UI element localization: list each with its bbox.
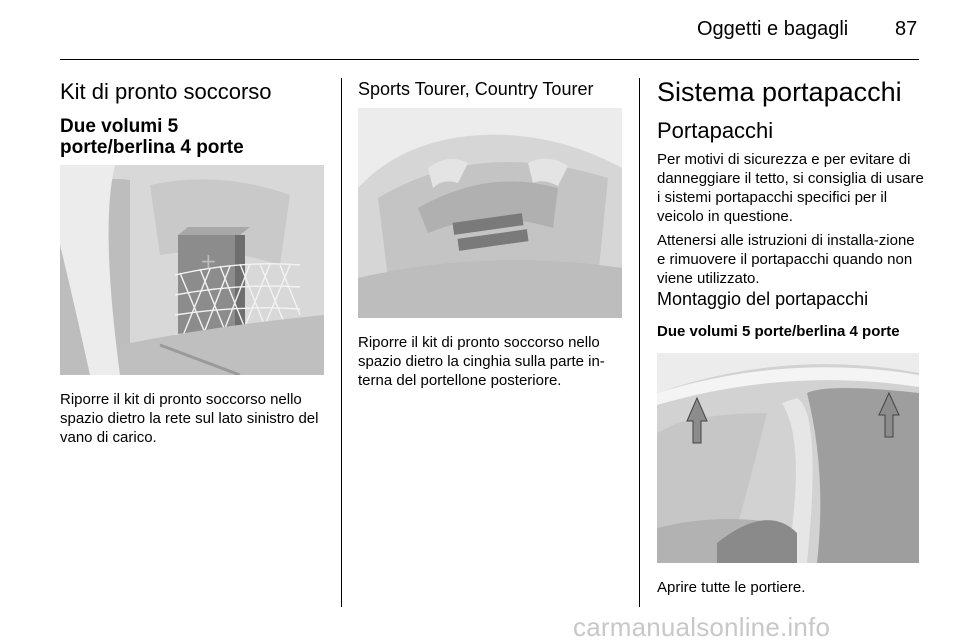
section-heading-roof-rack-system: Sistema portapacchi [657,77,902,107]
watermark: carmanualsonline.info [573,612,831,642]
illustration-roof-mounting-points [657,353,919,563]
column-divider-1 [341,78,342,607]
section-heading-mounting: Montaggio del portapacchi [657,289,869,309]
caption-open-doors: Aprire tutte le portiere. [657,579,806,596]
paragraph-safety: Per motivi di sicurezza e per evitare di danneggiare il tetto, si consiglia di usare i sistemi portapacchi specifici per il veicolo in questione. [657,151,924,225]
caption-tailgate-strap: Riporre il kit di pronto soccorso nello spazio dietro la cinghia sulla parte in-terna del portellone posteriore. [358,334,605,389]
section-heading-sports-tourer: Sports Tourer, Country Tourer [358,79,594,99]
header-rule [60,59,919,60]
section-heading-first-aid: Kit di pronto soccorso [60,79,272,104]
subheading-hatchback: Due volumi 5 porte/berlina 4 porte [60,116,244,158]
illustration-first-aid-net [60,165,324,375]
subheading-roof-rack: Portapacchi [657,118,774,143]
page-header-title: Oggetti e bagagli [697,18,849,40]
paragraph-installation: Attenersi alle istruzioni di installa-zione e rimuovere il portapacchi quando non viene utilizzato. [657,232,915,287]
svg-text:+: + [200,249,217,273]
page-number: 87 [895,18,918,40]
illustration-tailgate-strap [358,108,622,318]
variant-heading-hatchback: Due volumi 5 porte/berlina 4 porte [657,323,900,340]
column-divider-2 [639,78,640,607]
caption-first-aid-net: Riporre il kit di pronto soccorso nello spazio dietro la rete sul lato sinistro del vano di carico. [60,391,319,446]
